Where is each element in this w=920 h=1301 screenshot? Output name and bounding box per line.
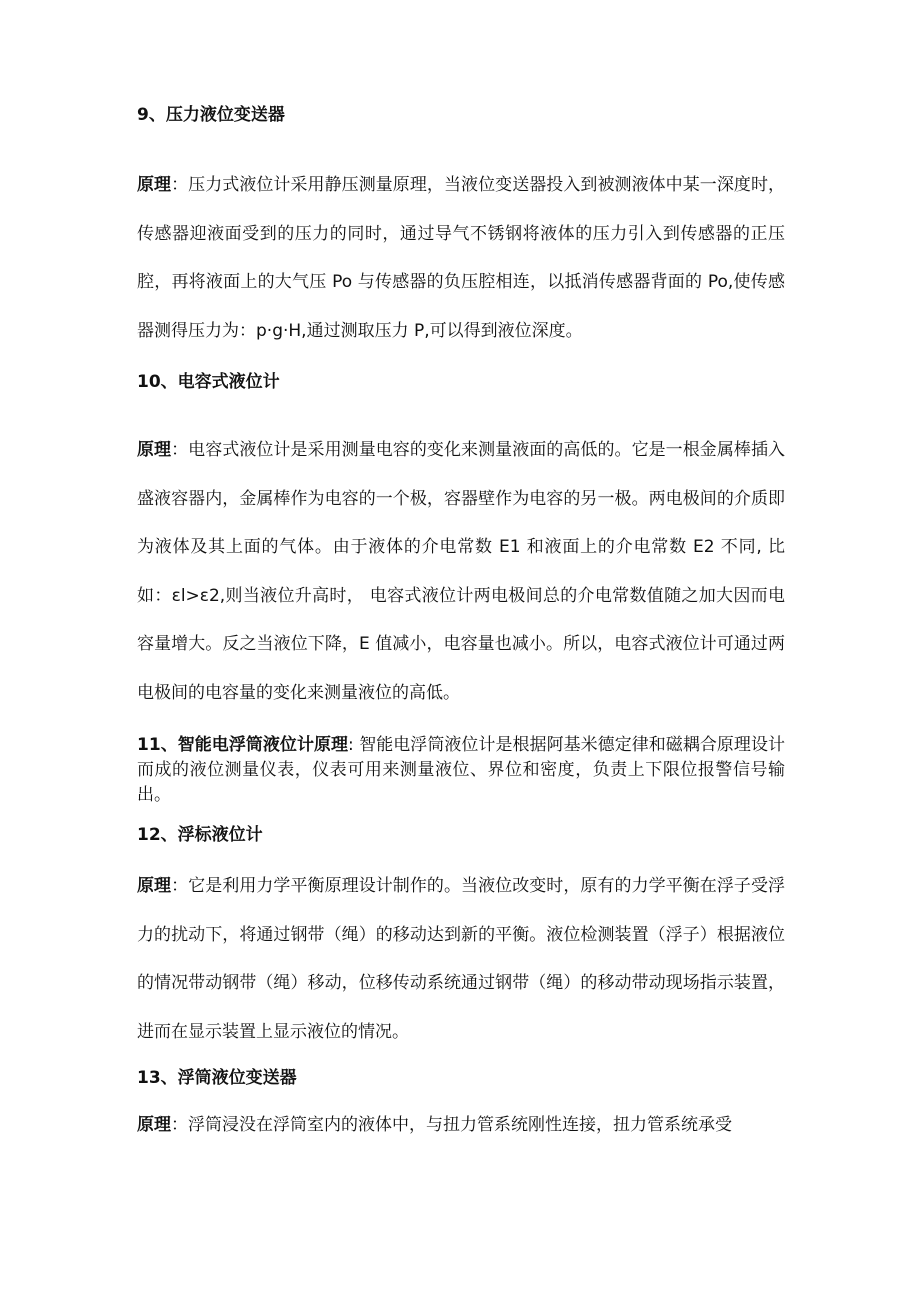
section-13-paragraph <box>137 1101 785 1150</box>
section-11-text: : 智能电浮筒液位计是根据阿基米德定律和磁耦合原理设计而成的液位测量仪表，仪表可用来测量液位、界位和密度，负责上下限位报警信号输出。 <box>137 735 785 805</box>
section-13-text: ：浮筒浸没在浮筒室内的液体中，与扭力管系统刚性连接，扭力管系统承受 <box>171 1115 732 1135</box>
section-12-label: 原理 <box>137 876 172 896</box>
section-10-text: ：电容式液位计是采用测量电容的变化来测量液面的高低的。它是一根金属棒插入盛液容器内，金属棒作为电容的一个极，容器壁作为电容的另一极。两电极间的介质即为液体及其上面的气体。由于液体的介电常数 E1 和液面上的介电常数 E2 不同, 比如：εl>ε2,则当液位升高时， 电容式液位计两电极间总的介电常数值随之加大因而电容量增大。反之当液位下降，E 值减小，电容量也减小。所以，电容式液位计可通过两电极间的电容量的变化来测量液位的高低。 <box>137 440 785 703</box>
section-9-heading: 9、压力液位变送器 <box>137 105 285 125</box>
section-11-paragraph <box>137 733 785 808</box>
section-11-label: 11、智能电浮筒液位计原理 <box>137 735 349 755</box>
section-9-label: 原理 <box>137 175 172 195</box>
section-12-text: ：它是利用力学平衡原理设计制作的。当液位改变时，原有的力学平衡在浮子受浮力的扰动下，将通过钢带（绳）的移动达到新的平衡。液位检测装置（浮子）根据液位的情况带动钢带（绳）移动，位移传动系统通过钢带（绳）的移动带动现场指示装置，进而在显示装置上显示液位的情况。 <box>137 876 785 1042</box>
section-10-paragraph <box>137 426 785 717</box>
section-10-heading: 10、电容式液位计 <box>137 372 280 392</box>
section-9-text: ：压力式液位计采用静压测量原理，当液位变送器投入到被测液体中某一深度时，传感器迎液面受到的压力的同时，通过导气不锈钢将液体的压力引入到传感器的正压腔，再将液面上的大气压 Po 与传感器的负压腔相连，以抵消传感器背面的 Po,使传感器测得压力为：p·g·H,通过测取压力 P,可以得到液位深度。 <box>137 175 785 341</box>
section-10-label: 原理 <box>137 440 172 460</box>
section-12-heading: 12、浮标液位计 <box>137 825 263 845</box>
section-13-heading: 13、浮筒液位变送器 <box>137 1068 297 1088</box>
section-12-paragraph <box>137 862 785 1056</box>
section-9-paragraph <box>137 161 785 355</box>
section-13-label: 原理 <box>137 1115 171 1135</box>
